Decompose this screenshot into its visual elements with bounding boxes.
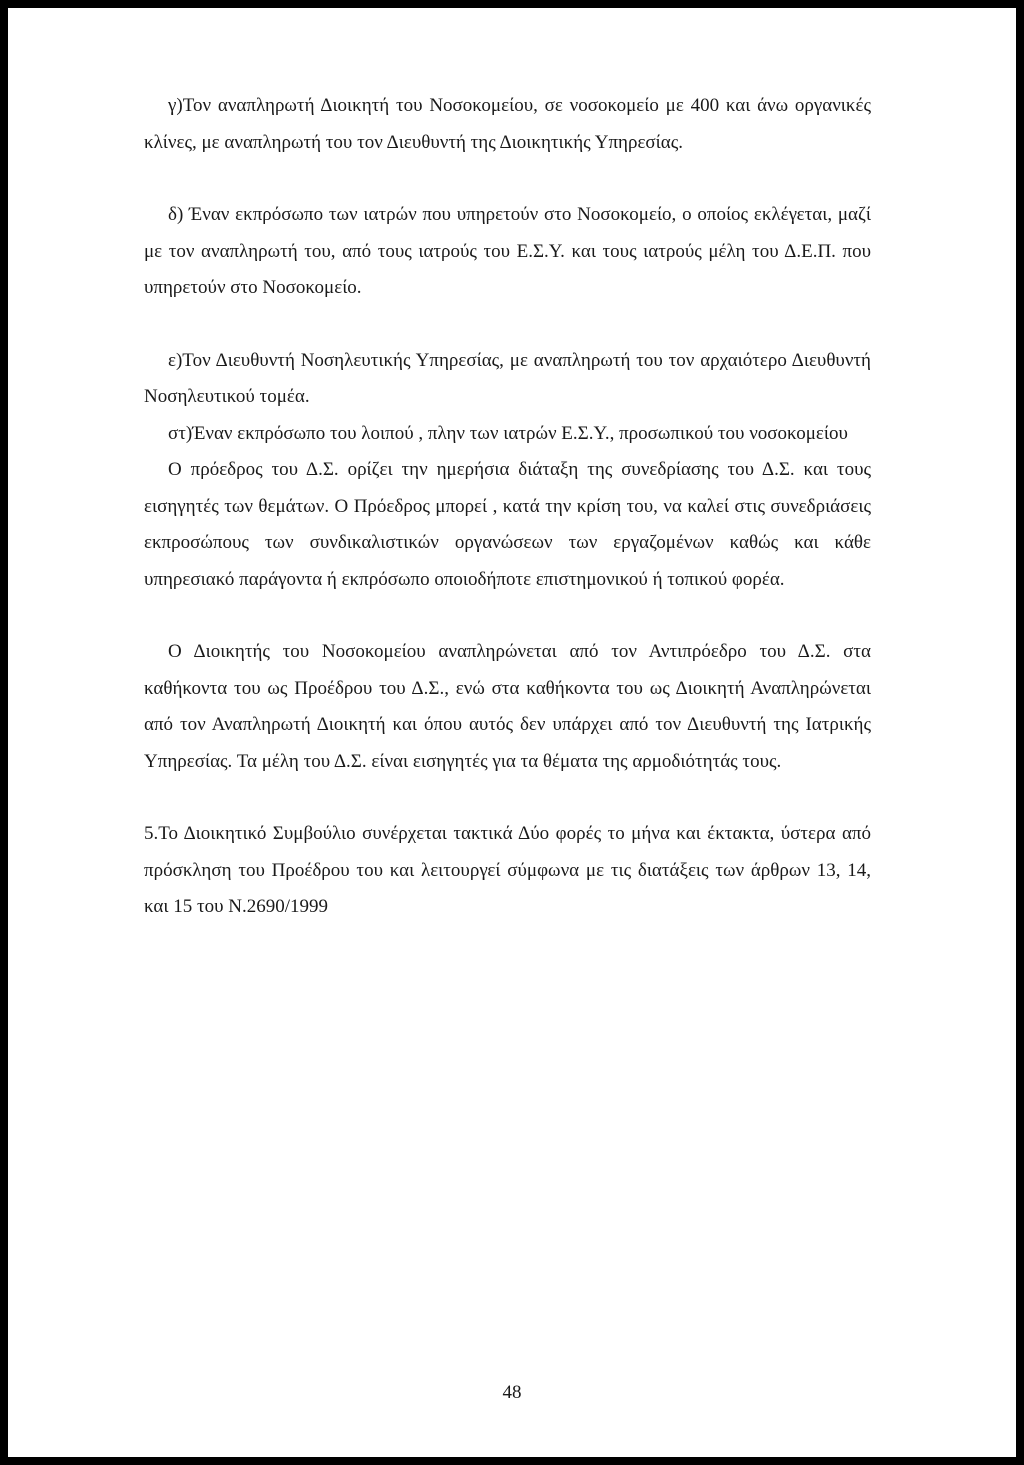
paragraph-g: γ)Τον αναπληρωτή Διοικητή του Νοσοκομείου, σε νοσοκομείο με 400 και άνω οργανικές κλίνες, με αναπληρωτή του τον Διευθυντή της Διοικητικής Υπηρεσίας. <box>144 95 871 153</box>
document-body <box>144 88 871 926</box>
paragraph-deputy: Ο Διοικητής του Νοσοκομείου αναπληρώνεται από τον Αντιπρόεδρο του Δ.Σ. στα καθήκοντα του ως Προέδρου του Δ.Σ., ενώ στα καθήκοντα του ως Διοικητή Αναπληρώνεται από τον Αναπληρωτή Διοικητή και όπου αυτός δεν υπάρχει από τον Διευθυντή της Ιατρικής Υπηρεσίας. Τα μέλη του Δ.Σ. είναι εισηγητές για τα θέματα της αρμοδιότητάς τους. <box>144 641 871 772</box>
paragraph-e: ε)Τον Διευθυντή Νοσηλευτικής Υπηρεσίας, με αναπληρωτή του τον αρχαιότερο Διευθυντή Νοσηλευτικού τομέα. <box>144 349 871 407</box>
paragraph-5: 5.Το Διοικητικό Συμβούλιο συνέρχεται τακτικά Δύο φορές το μήνα και έκτακτα, ύστερα από πρόσκληση του Προέδρου του και λειτουργεί σύμφωνα με τις διατάξεις των άρθρων 13, 14, και 15 του Ν.2690/1999 <box>144 823 871 917</box>
page-number: 48 <box>502 1382 522 1403</box>
paragraph-president: Ο πρόεδρος του Δ.Σ. ορίζει την ημερήσια διάταξη της συνεδρίασης του Δ.Σ. και τους εισηγητές των θεμάτων. Ο Πρόεδρος μπορεί , κατά την κρίση του, να καλεί στις συνεδριάσεις εκπροσώπους των συνδικαλιστικών οργανώσεων των εργαζομένων καθώς και κάθε υπηρεσιακό παράγοντα ή εκπρόσωπο οποιοδήποτε επιστημονικού ή τοπικού φορέα. <box>144 459 871 590</box>
paragraph-d: δ) Έναν εκπρόσωπο των ιατρών που υπηρετούν στο Νοσοκομείο, ο οποίος εκλέγεται, μαζί με τον αναπληρωτή του, από τους ιατρούς του Ε.Σ.Υ. και τους ιατρούς μέλη του Δ.Ε.Π. που υπηρετούν στο Νοσοκομείο. <box>144 204 871 298</box>
paragraph-st: στ)Έναν εκπρόσωπο του λοιπού , πλην των ιατρών Ε.Σ.Υ., προσωπικού του νοσοκομείου <box>168 422 848 444</box>
